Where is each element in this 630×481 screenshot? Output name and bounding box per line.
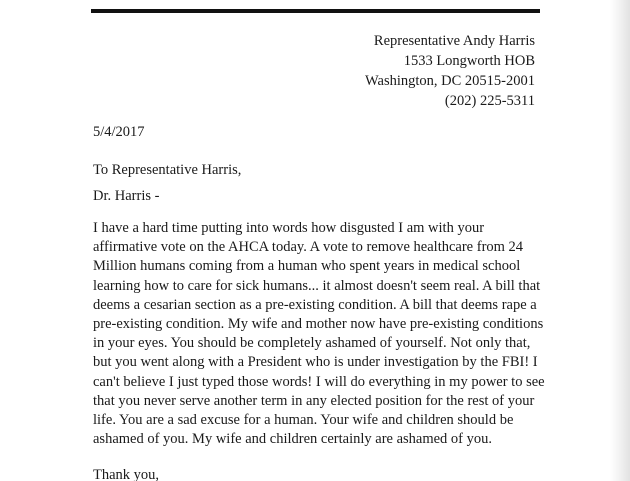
- body-line: can't believe I just typed those words! I will do everything in my power to see: [93, 373, 545, 390]
- body-line: I have a hard time putting into words how disgusted I am with your: [93, 220, 485, 236]
- recipient-office: 1533 Longworth HOB: [403, 53, 535, 69]
- body-line: ashamed of you. My wife and children certainly are ashamed of you.: [93, 431, 493, 448]
- body-line: affirmative vote on the AHCA today. A vote to remove healthcare from 24: [93, 239, 524, 256]
- body-line: learning how to care for sick humans... it almost doesn't seem real. A bill that: [93, 277, 541, 294]
- letter-closing: Thank you,: [93, 467, 160, 481]
- body-line: deems a cesarian section as a pre-existing condition. A bill that deems rape a: [93, 296, 537, 313]
- recipient-address-block: [365, 31, 535, 111]
- body-line: life. You are a sad excuse for a human. Your wife and children should be: [93, 412, 514, 429]
- recipient-city: Washington, DC 20515-2001: [364, 73, 535, 89]
- recipient-phone: (202) 225-5311: [444, 93, 535, 109]
- letter-body: [93, 219, 545, 449]
- letter-salutation: To Representative Harris,: [93, 162, 242, 178]
- page-edge-shadow: [610, 0, 630, 481]
- body-line: that you never serve another term in any elected position for the rest of your: [93, 392, 535, 409]
- letterhead-rule: [91, 9, 540, 13]
- body-line: in your eyes. You should be completely ashamed of yourself. Not only that,: [93, 335, 531, 352]
- letter-greeting: Dr. Harris -: [93, 188, 160, 204]
- body-line: Million humans coming from a human who spent years in medical school: [93, 258, 521, 275]
- recipient-name: Representative Andy Harris: [373, 33, 535, 49]
- body-line: but you went along with a President who is under investigation by the FBI! I: [93, 354, 538, 371]
- letter-date: 5/4/2017: [93, 124, 145, 140]
- body-line: pre-existing condition. My wife and mother now have pre-existing conditions: [93, 316, 544, 333]
